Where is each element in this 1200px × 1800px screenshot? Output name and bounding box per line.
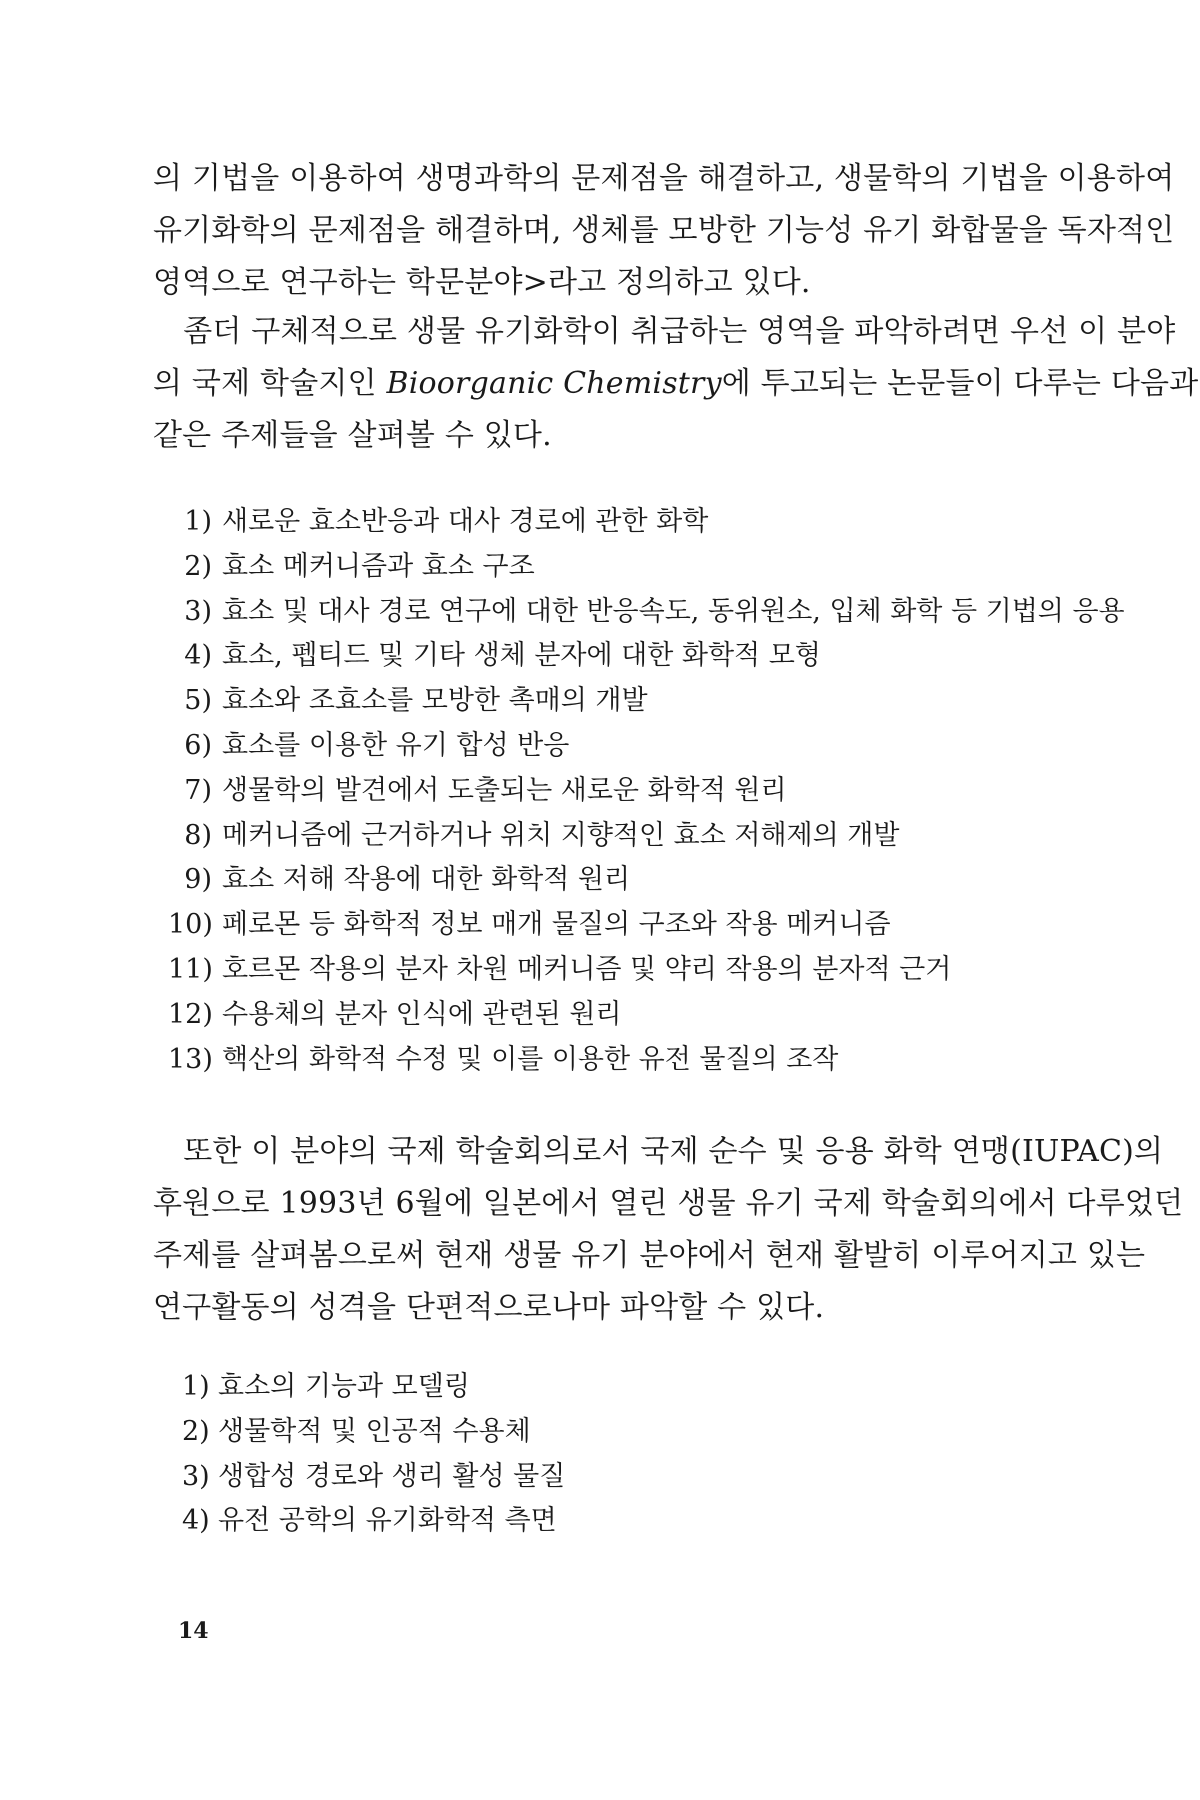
paragraph-line: 의 기법을 이용하여 생명과학의 문제점을 해결하고, 생물학의 기법을 이용하여 bbox=[153, 161, 1175, 196]
list-item bbox=[168, 948, 1125, 993]
list-number: 6) bbox=[184, 729, 212, 761]
journal-topics-list bbox=[168, 500, 1125, 1082]
paragraph-line-text: 또한 이 분야의 국제 학술회의로서 국제 순수 및 응용 화학 연맹(IUPAC)의 bbox=[183, 1134, 1164, 1169]
list-number: 11) bbox=[168, 953, 213, 985]
list-text: 효소 메커니즘과 효소 구조 bbox=[222, 550, 535, 582]
list-number: 13) bbox=[168, 1043, 213, 1075]
list-item bbox=[168, 1038, 1125, 1083]
list-text: 핵산의 화학적 수정 및 이를 이용한 유전 물질의 조작 bbox=[222, 1043, 839, 1075]
list-text: 효소와 조효소를 모방한 촉매의 개발 bbox=[222, 685, 648, 717]
paragraph-line: 같은 주제들을 살펴볼 수 있다. bbox=[153, 418, 552, 453]
paragraph-line bbox=[153, 358, 1199, 410]
list-item bbox=[182, 1455, 565, 1500]
list-number: 5) bbox=[184, 685, 212, 717]
list-number: 9) bbox=[184, 864, 212, 896]
list-text: 효소 및 대사 경로 연구에 대한 반응속도, 동위원소, 입체 화학 등 기법의 응용 bbox=[222, 595, 1125, 627]
journal-name: Bioorganic Chemistry bbox=[386, 366, 722, 401]
list-number: 12) bbox=[168, 998, 213, 1030]
list-item bbox=[168, 858, 1125, 903]
list-number: 7) bbox=[184, 774, 212, 806]
list-number: 1) bbox=[182, 1371, 210, 1402]
list-text: 수용체의 분자 인식에 관련된 원리 bbox=[222, 998, 622, 1030]
list-number: 2) bbox=[184, 550, 212, 582]
list-item bbox=[182, 1365, 565, 1410]
list-item bbox=[168, 814, 1125, 859]
journal-paragraph bbox=[153, 306, 1199, 462]
intro-paragraph bbox=[153, 153, 1175, 309]
list-item bbox=[168, 724, 1125, 769]
paragraph-line bbox=[153, 306, 1176, 358]
list-text: 유전 공학의 유기화학적 측면 bbox=[218, 1505, 557, 1537]
paragraph-line: 영역으로 연구하는 학문분야>라고 정의하고 있다. bbox=[153, 265, 811, 300]
list-text: 새로운 효소반응과 대사 경로에 관한 화학 bbox=[222, 506, 709, 537]
list-item bbox=[168, 545, 1125, 590]
conference-topics-list bbox=[182, 1365, 565, 1544]
paragraph-line-text: 의 국제 학술지인 bbox=[153, 366, 387, 401]
list-item bbox=[168, 634, 1125, 679]
list-text: 호르몬 작용의 분자 차원 메커니즘 및 약리 작용의 분자적 근거 bbox=[222, 953, 952, 985]
list-item bbox=[168, 993, 1125, 1038]
paragraph-line: 연구활동의 성격을 단편적으로나마 파악할 수 있다. bbox=[153, 1290, 825, 1325]
conference-paragraph bbox=[153, 1126, 1184, 1334]
page-number: 14 bbox=[178, 1618, 209, 1644]
list-text: 생합성 경로와 생리 활성 물질 bbox=[218, 1460, 566, 1492]
list-item bbox=[182, 1410, 565, 1455]
list-text: 효소를 이용한 유기 합성 반응 bbox=[222, 729, 570, 761]
list-item bbox=[168, 679, 1125, 724]
list-text: 효소의 기능과 모델링 bbox=[218, 1371, 470, 1402]
list-item bbox=[168, 590, 1125, 635]
paragraph-line: 후원으로 1993년 6월에 일본에서 열린 생물 유기 국제 학술회의에서 다루었던 bbox=[153, 1186, 1184, 1221]
list-number: 10) bbox=[168, 909, 213, 941]
paragraph-line: 유기화학의 문제점을 해결하며, 생체를 모방한 기능성 유기 화합물을 독자적인 bbox=[153, 213, 1175, 248]
list-item bbox=[168, 500, 1125, 545]
list-number: 4) bbox=[184, 640, 212, 672]
list-number: 3) bbox=[184, 595, 212, 627]
list-number: 8) bbox=[184, 819, 212, 851]
list-text: 페로몬 등 화학적 정보 매개 물질의 구조와 작용 메커니즘 bbox=[222, 909, 891, 941]
paragraph-line-text: 좀더 구체적으로 생물 유기화학이 취급하는 영역을 파악하려면 우선 이 분야 bbox=[183, 314, 1176, 349]
list-text: 효소, 펩티드 및 기타 생체 분자에 대한 화학적 모형 bbox=[222, 640, 821, 672]
paragraph-line bbox=[153, 1126, 1164, 1178]
paragraph-line-text: 에 투고되는 논문들이 다루는 다음과 bbox=[721, 366, 1199, 401]
list-item bbox=[168, 903, 1125, 948]
list-item bbox=[168, 769, 1125, 814]
list-number: 2) bbox=[182, 1415, 210, 1447]
list-text: 생물학적 및 인공적 수용체 bbox=[218, 1415, 531, 1447]
list-text: 효소 저해 작용에 대한 화학적 원리 bbox=[222, 864, 631, 896]
list-item bbox=[182, 1499, 565, 1544]
paragraph-line: 주제를 살펴봄으로써 현재 생물 유기 분야에서 현재 활발히 이루어지고 있는 bbox=[153, 1238, 1146, 1273]
list-number: 4) bbox=[182, 1505, 210, 1537]
list-number: 3) bbox=[182, 1460, 210, 1492]
list-number: 1) bbox=[184, 506, 212, 537]
list-text: 생물학의 발견에서 도출되는 새로운 화학적 원리 bbox=[222, 774, 787, 806]
list-text: 메커니즘에 근거하거나 위치 지향적인 효소 저해제의 개발 bbox=[222, 819, 900, 851]
